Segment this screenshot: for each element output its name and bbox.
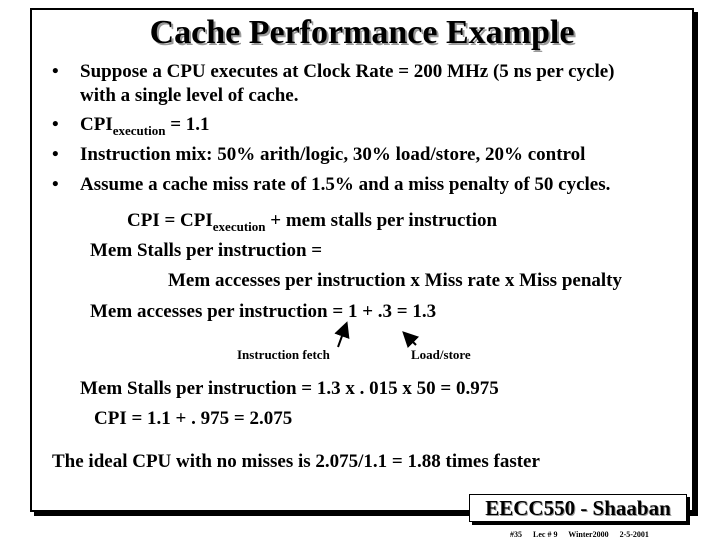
slide-number: #35 — [510, 530, 522, 539]
course-label: EECC550 - Shaaban — [469, 494, 687, 522]
footer-note — [510, 530, 658, 540]
slide-title: Cache Performance Example — [149, 14, 575, 51]
mem-accesses-formula: Mem accesses per instruction = 1 + .3 = 1.3 — [90, 301, 437, 322]
bullet-dot: • — [52, 174, 59, 195]
date: 2-5-2001 — [619, 530, 649, 539]
bullet-dot: • — [52, 144, 59, 165]
bullet-dot: • — [52, 61, 59, 82]
cpi-label: CPI — [80, 114, 113, 135]
mem-stalls-result: Mem Stalls per instruction = 1.3 x . 015 x 50 = 0.975 — [80, 378, 499, 399]
cpi-result: CPI = 1.1 + . 975 = 2.075 — [94, 408, 293, 429]
cpi-formula-rhs: + mem stalls per instruction — [265, 210, 498, 231]
load-store-arrow — [405, 334, 416, 345]
cpi-formula-subscript: execution — [212, 219, 266, 234]
bullet-cpu-clock-line1: Suppose a CPU executes at Clock Rate = 200 MHz (5 ns per cycle) — [80, 61, 615, 82]
bullet-miss-rate: Assume a cache miss rate of 1.5% and a miss penalty of 50 cycles. — [80, 174, 611, 195]
instruction-fetch-label: Instruction fetch — [237, 347, 330, 362]
load-store-label: Load/store — [411, 347, 471, 362]
mem-stalls-expression: Mem accesses per instruction x Miss rate x Miss penalty — [168, 270, 622, 291]
bullet-cpu-clock-line2: with a single level of cache. — [80, 85, 299, 106]
conclusion: The ideal CPU with no misses is 2.075/1.1 = 1.88 times faster — [52, 451, 540, 472]
mem-stalls-definition: Mem Stalls per instruction = — [90, 240, 323, 261]
bullet-dot: • — [52, 114, 59, 135]
cpi-formula-lhs: CPI = CPI — [127, 210, 213, 231]
term: Winter2000 — [568, 530, 609, 539]
cpi-subscript: execution — [112, 123, 166, 138]
bullet-instruction-mix: Instruction mix: 50% arith/logic, 30% load/store, 20% control — [80, 144, 586, 165]
lecture-number: Lec # 9 — [533, 530, 558, 539]
cpi-value: = 1.1 — [165, 114, 210, 135]
instruction-fetch-arrow — [338, 325, 346, 347]
